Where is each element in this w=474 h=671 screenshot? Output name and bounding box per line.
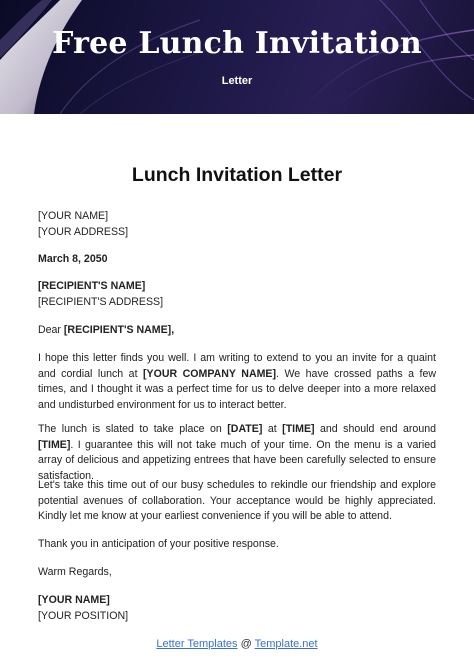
paragraph-3 <box>38 478 436 525</box>
paragraph-1 <box>38 351 436 413</box>
recipient-block <box>38 279 436 310</box>
salutation-name: [RECIPIENT'S NAME] <box>63 324 172 336</box>
closing: Warm Regards, <box>38 566 112 578</box>
banner-subtitle: Letter <box>221 75 253 87</box>
sender-block <box>38 209 436 240</box>
end-time-placeholder: [TIME] <box>38 438 71 451</box>
footer-separator: @ <box>237 638 255 650</box>
salutation <box>38 323 436 339</box>
template-net-link[interactable]: Template.net <box>254 638 318 650</box>
time-placeholder: [TIME] <box>282 423 315 435</box>
letter-templates-link[interactable]: Letter Templates <box>156 638 238 650</box>
recipient-address: [RECIPIENT'S ADDRESS] <box>38 295 164 308</box>
footer <box>0 638 474 650</box>
sender-address: [YOUR ADDRESS] <box>38 225 129 238</box>
signature-name: [YOUR NAME] <box>38 594 110 606</box>
paragraph-2-text-c: and should end around <box>314 423 436 435</box>
paragraph-2-text-d: . I guarantee this will not take much of your time. On the menu is a varied array of delicious and appetizing entrees that have been carefully selected to ensure satisfaction. <box>38 438 436 482</box>
paragraph-3-text: Let's take this time out of our busy schedules to rekindle our friendship and explore potential avenues of collaboration. Your acceptance would be highly appreciated. Kindly let me know at your earliest convenience if you will be able to attend. <box>38 479 436 522</box>
salutation-suffix: , <box>171 324 175 336</box>
signature-block <box>38 593 436 624</box>
paragraph-2-text-b: at <box>262 423 283 435</box>
banner-title: Free Lunch Invitation <box>52 26 422 61</box>
recipient-name: [RECIPIENT'S NAME] <box>38 280 146 292</box>
date-placeholder: [DATE] <box>227 423 263 435</box>
signature-position: [YOUR POSITION] <box>38 609 129 622</box>
document-title: Lunch Invitation Letter <box>131 164 343 186</box>
letter-date: March 8, 2050 <box>38 253 108 265</box>
company-name-placeholder: [YOUR COMPANY NAME] <box>143 367 277 380</box>
paragraph-2-text-a: The lunch is slated to take place on <box>38 423 228 435</box>
paragraph-1-text-b: . We have crossed paths a few times, and I thought it was a perfect time for us to delve deeper into a more relaxed and undisturbed environment for us to interact better. <box>38 367 436 411</box>
paragraph-4: Thank you in anticipation of your positive response. <box>38 538 279 550</box>
salutation-prefix: Dear <box>38 324 64 336</box>
paragraph-2 <box>38 422 436 484</box>
sender-name: [YOUR NAME] <box>38 210 109 222</box>
header-banner <box>0 0 474 114</box>
paragraph-1-text-a: I hope this letter finds you well. I am writing to extend to you an invite for a quaint and cordial lunch at <box>38 352 436 380</box>
